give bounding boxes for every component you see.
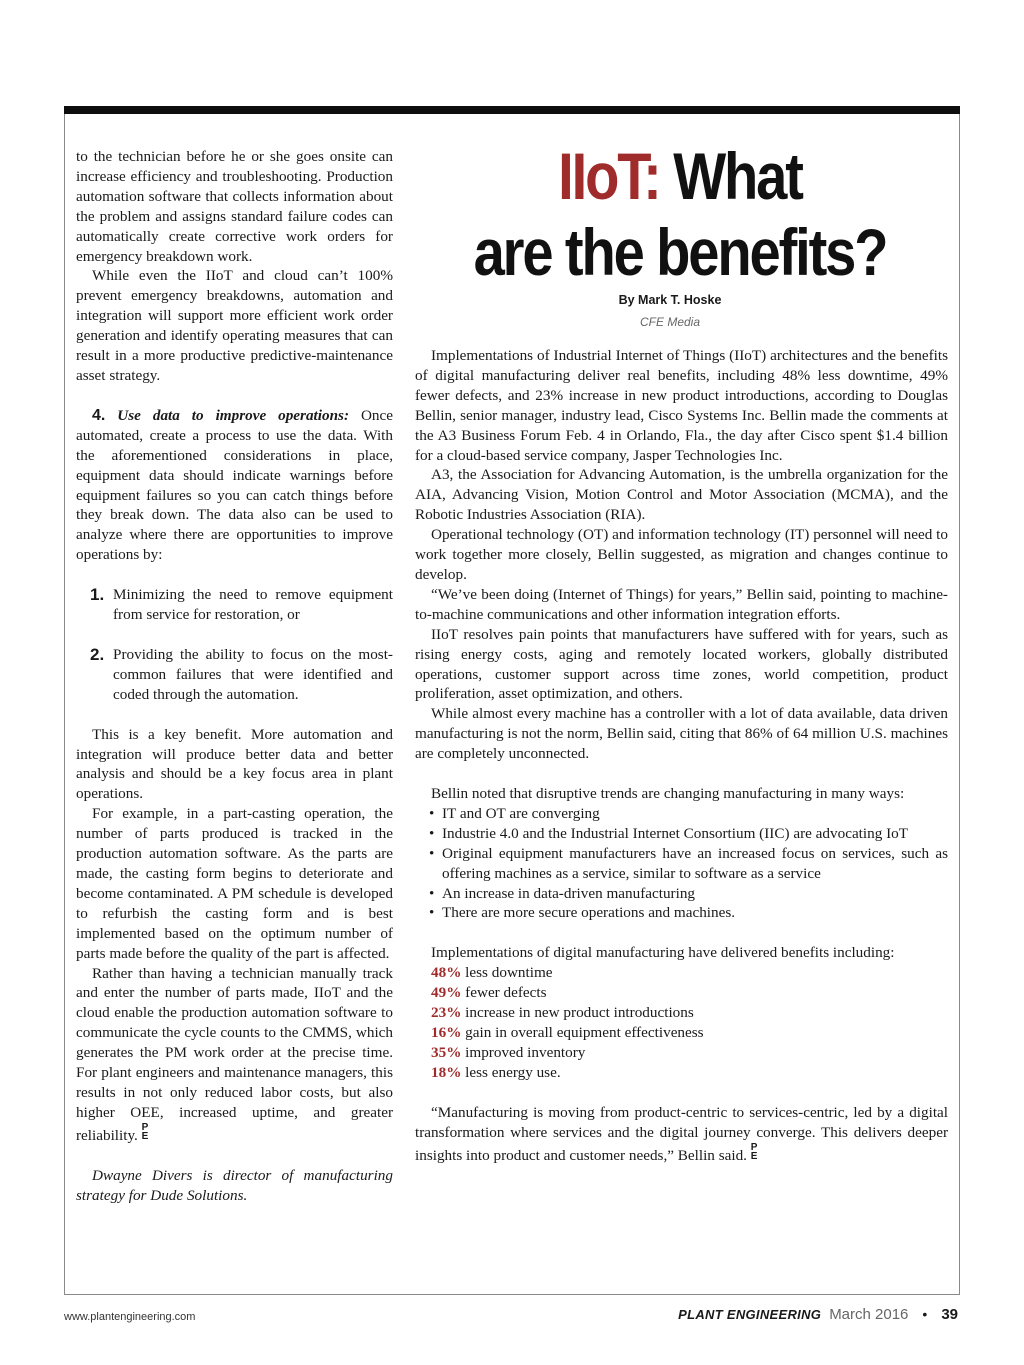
headline-word: What (673, 139, 802, 213)
right-paragraph: “We’ve been doing (Internet of Things) for years,” Bellin said, pointing to machine-to-machine communications and other information integration efforts. (415, 585, 948, 623)
left-paragraph: Rather than having a technician manually track and enter the number of parts made, IIoT and the cloud enable the production automation software to communicate the cycle counts to the CMMS, which generates the PM work order at the precise time. For plant engineers and maintenance managers, this results in not only reduced labor costs, but also higher OEE, increased uptime, and greater reliability. P E (76, 964, 393, 1144)
top-rule (64, 106, 960, 114)
headline-line-2: are the benefits? (473, 215, 887, 289)
left-paragraph: to the technician before he or she goes onsite can increase efficiency and troubleshooting. Production automation software that collects information about the problem and assigns standard failure codes can automatically create corrective work orders for emergency breakdown work. (76, 148, 393, 265)
page-number: 39 (941, 1306, 958, 1323)
list-item: • There are more secure operations and machines. (415, 903, 948, 923)
stat-value: 16% (431, 1024, 462, 1041)
publication-name: PLANT ENGINEERING (678, 1307, 822, 1322)
stat-value: 48% (431, 964, 462, 982)
list-item: 35% improved inventory (431, 1043, 586, 1061)
list-item: 2. Providing the ability to focus on the most-common failures that were identified and coded through the automation. (90, 644, 393, 703)
byline: By Mark T. Hoske (618, 293, 722, 307)
end-mark-icon: P E (141, 1121, 148, 1142)
list-item: • Industrie 4.0 and the Industrial Internet Consortium (IIC) are advocating IoT (415, 824, 948, 844)
right-paragraph: Operational technology (OT) and information technology (IT) personnel will need to work together more closely, Bellin suggested, as migration and changes continue to develop. (415, 526, 948, 583)
stat-value: 23% (431, 1004, 462, 1022)
right-paragraph: Implementations of Industrial Internet of Things (IIoT) architectures and the benefits of digital manufacturing deliver real benefits, including 48% less downtime, 49% fewer defects, and 23% increase in new product introductions, according to Douglas Bellin, senior manager, industry lead, Cisco Systems Inc. Bellin made the comments at the A3 Business Forum Feb. 4 in Orlando, Fla., the day after Cisco spent $1.4 billion for a cloud-based service company, Jasper Technologies Inc. (415, 347, 948, 464)
benefit-stats (415, 963, 948, 1082)
headline-accent: IIoT: (558, 139, 660, 213)
footer-url[interactable]: www.plantengineering.com (64, 1311, 196, 1323)
step-text: Once automated, create a process to use the data. With the aforementioned considerations in place, equipment data should indicate warnings before equipment failures so you can catch things before they break down. The data also can be used to analyze where there are opportunities to improve operations by: (76, 406, 394, 564)
stat-value: 18% (431, 1063, 462, 1081)
list-item: 1. Minimizing the need to remove equipment from service for restoration, or (90, 585, 393, 624)
list-item: • An increase in data-driven manufacturing (415, 884, 948, 904)
list-item: 48% less downtime (431, 964, 553, 982)
list-item: 49% fewer defects (431, 984, 547, 1002)
right-paragraph: “Manufacturing is moving from product-centric to services-centric, led by a digital transformation where services and the digital journey converge. This delivers deeper insights into product and customer needs,” Bellin said. P E (415, 1103, 948, 1164)
list-item: • Original equipment manufacturers have an increased focus on services, such as offering machines as a service, similar to software as a service (415, 844, 948, 884)
left-paragraph: While even the IIoT and cloud can’t 100% prevent emergency breakdowns, automation and integration will support more efficient work order generation and identify operating measures that can result in a more productive predictive-maintenance asset strategy. (76, 267, 393, 384)
right-paragraph: Implementations of digital manufacturing have delivered benefits including: (431, 944, 895, 962)
step-4-paragraph (76, 406, 393, 565)
list-item: • IT and OT are converging (415, 804, 948, 824)
numbered-list (76, 585, 393, 705)
right-paragraph: While almost every machine has a controller with a lot of data available, data driven manufacturing is not the norm, Bellin said, citing that 86% of 64 million U.S. machines are completely unconnected. (415, 705, 948, 763)
issue-date: March 2016 (829, 1306, 909, 1323)
right-paragraph: Bellin noted that disruptive trends are changing manufacturing in many ways: (431, 785, 905, 803)
list-item: 18% less energy use. (431, 1063, 561, 1081)
left-paragraph: For example, in a part-casting operation, the number of parts produced is tracked in the production automation software. As the parts are made, the casting form begins to deteriorate and become contaminated. A PM schedule is developed to refurbish the casting form and is best implemented based on the optimum number of parts made before the quality of the part is affected. (76, 805, 393, 962)
end-mark-icon: P E (750, 1141, 757, 1162)
right-column (415, 346, 948, 1165)
stat-value: 35% (431, 1043, 462, 1061)
trend-list (415, 804, 948, 923)
stat-value: 49% (431, 984, 462, 1002)
list-item: 23% increase in new product introductions (431, 1004, 694, 1022)
author-bio: Dwayne Divers is director of manufacturing strategy for Dude Solutions. (76, 1166, 393, 1204)
folio-separator: • (922, 1306, 928, 1322)
list-item: 16% gain in overall equipment effectiveness (431, 1024, 704, 1041)
step-number: 4. (92, 406, 106, 424)
left-column (76, 147, 393, 1206)
left-paragraph: This is a key benefit. More automation and integration will produce better data and better analysis and should be a key focus area in plant operations. (76, 725, 393, 803)
right-paragraph: IIoT resolves pain points that manufacturers have suffered with for years, such as rising energy costs, aging and remotely located workers, globally distributed operations, customer support across time zones, world competition, product proliferation, asset optimization, and others. (415, 625, 948, 703)
right-paragraph: A3, the Association for Advancing Automation, is the umbrella organization for the AIA, Advancing Vision, Motion Control and Motor Association (MCMA), and the Robotic Industries Association (RIA). (415, 466, 948, 524)
article-headline (459, 138, 901, 290)
footer-folio (678, 1306, 958, 1323)
step-title: Use data to improve operations: (117, 406, 350, 424)
source-credit: CFE Media (639, 315, 701, 329)
